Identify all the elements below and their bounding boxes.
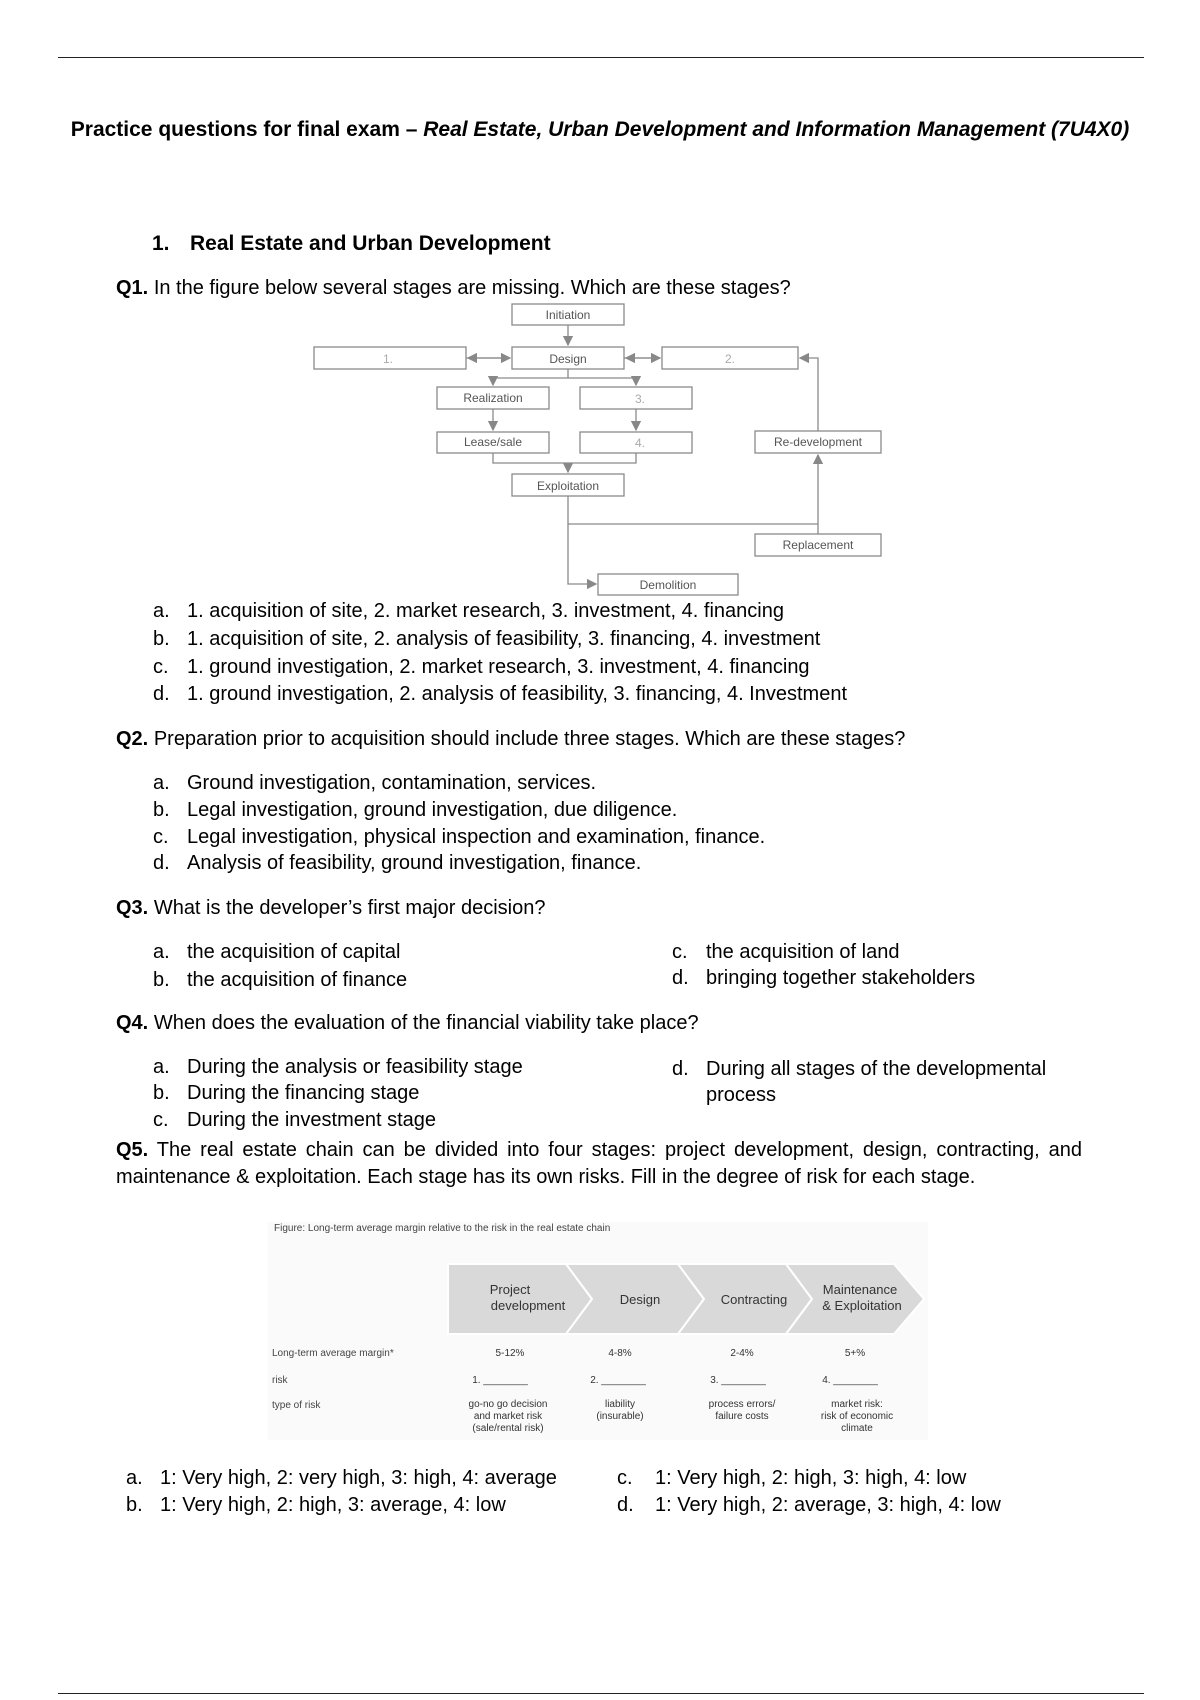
risk-blank-1: 1. ________: [472, 1375, 528, 1386]
option-text: 1. acquisition of site, 2. market research, 3. investment, 4. financing: [187, 600, 784, 622]
label-slot1: 1.: [382, 352, 394, 366]
option-text: 1. ground investigation, 2. analysis of feasibility, 3. financing, 4. Investment: [187, 683, 847, 705]
label-replacement: Replacement: [782, 538, 854, 552]
option-text: Legal investigation, ground investigation, due diligence.: [187, 799, 678, 821]
option-letter: d.: [672, 967, 689, 989]
q3-label: Q3.: [116, 897, 149, 919]
q2-text: Preparation prior to acquisition should include three stages. Which are these stages?: [153, 728, 906, 750]
label-slot3: 3.: [634, 392, 646, 406]
option-text: 1: Very high, 2: average, 3: high, 4: low: [655, 1494, 1001, 1516]
q5-option-a[interactable]: [126, 1467, 557, 1490]
q4-text: When does the evaluation of the financial viability take place?: [153, 1012, 699, 1034]
label-lease-sale: Lease/sale: [463, 435, 523, 449]
option-text: 1: Very high, 2: high, 3: high, 4: low: [655, 1467, 967, 1489]
risk-type-4-l2: risk of economic: [820, 1411, 894, 1422]
q1-text: In the figure below several stages are missing. Which are these stages?: [153, 277, 791, 299]
risk-type-3-l2: failure costs: [715, 1411, 769, 1422]
figure-caption: Figure: Long-term average margin relative to the risk in the real estate chain: [274, 1223, 611, 1234]
risk-blank-4: 4. ________: [822, 1375, 878, 1386]
option-text: During the analysis or feasibility stage: [187, 1056, 523, 1078]
risk-type-1-l3: (sale/rental risk): [472, 1423, 544, 1434]
label-design: Design: [549, 352, 587, 366]
risk-type-2-l2: (insurable): [596, 1411, 644, 1422]
stage-2-label: Design: [619, 1292, 661, 1307]
option-text: the acquisition of finance: [187, 969, 408, 991]
option-letter: d.: [617, 1494, 634, 1516]
option-text: the acquisition of land: [706, 941, 900, 963]
option-letter: a.: [153, 772, 170, 794]
option-letter: b.: [126, 1494, 143, 1516]
risk-type-3-l1: process errors/: [708, 1399, 776, 1410]
q5-text: The real estate chain can be divided into four stages: project development, design, contracting, and maintenance & exploitation. Each stage has its own risks. Fill in the degree of risk for each stage.: [116, 1139, 1082, 1188]
label-slot2: 2.: [724, 352, 736, 366]
q5-option-c[interactable]: [617, 1467, 966, 1490]
option-text: Analysis of feasibility, ground investigation, finance.: [187, 852, 642, 874]
stage-1-line2: development: [490, 1298, 566, 1313]
label-exploitation: Exploitation: [536, 479, 600, 493]
stage-4-line2: & Exploitation: [822, 1298, 902, 1313]
option-letter: b.: [153, 799, 170, 821]
risk-type-4-l3: climate: [841, 1423, 873, 1434]
label-redevelopment: Re-development: [773, 435, 863, 449]
option-letter: d.: [153, 852, 170, 874]
bottom-rule: [58, 1693, 1144, 1694]
stage-1-line1: Project: [489, 1282, 531, 1297]
row-label-risk: risk: [272, 1375, 288, 1386]
section-number: 1.: [152, 232, 170, 255]
option-text: 1: Very high, 2: high, 3: average, 4: low: [160, 1494, 506, 1516]
margin-1: 5-12%: [495, 1348, 525, 1359]
option-letter: b.: [153, 1082, 170, 1104]
label-realization: Realization: [463, 391, 523, 405]
q1-label: Q1.: [116, 277, 149, 299]
q2-label: Q2.: [116, 728, 149, 750]
margin-2: 4-8%: [608, 1348, 632, 1359]
option-text: Ground investigation, contamination, services.: [187, 772, 597, 794]
title-course: Real Estate, Urban Development and Information Management (7U4X0): [423, 118, 1130, 141]
margin-4: 5+%: [844, 1348, 866, 1359]
risk-type-4-l1: market risk:: [831, 1399, 883, 1410]
q4-label: Q4.: [116, 1012, 149, 1034]
label-demolition: Demolition: [639, 578, 697, 592]
option-letter: c.: [617, 1467, 633, 1489]
option-letter: a.: [126, 1467, 143, 1489]
risk-blank-3: 3. ________: [710, 1375, 766, 1386]
option-letter: a.: [153, 600, 170, 622]
q5-option-b[interactable]: [126, 1494, 506, 1517]
option-text-continued: process: [706, 1084, 777, 1106]
option-text: bringing together stakeholders: [706, 967, 976, 989]
section-title: Real Estate and Urban Development: [190, 232, 551, 255]
option-text: the acquisition of capital: [187, 941, 401, 963]
label-initiation: Initiation: [545, 308, 591, 322]
option-letter: c.: [153, 826, 169, 848]
risk-type-1-l2: and market risk: [473, 1411, 543, 1422]
option-letter: c.: [153, 1109, 169, 1131]
row-label-type: type of risk: [272, 1400, 321, 1411]
stage-4-line1: Maintenance: [822, 1282, 898, 1297]
option-text: During all stages of the developmental: [706, 1058, 1047, 1080]
risk-type-2-l1: liability: [604, 1399, 636, 1410]
option-text: 1. ground investigation, 2. market research, 3. investment, 4. financing: [187, 656, 810, 678]
risk-blank-2: 2. ________: [590, 1375, 646, 1386]
option-letter: b.: [153, 628, 170, 650]
q5-label: Q5.: [116, 1139, 149, 1161]
option-text: During the financing stage: [187, 1082, 420, 1104]
title-prefix: Practice questions for final exam –: [70, 118, 424, 141]
option-letter: c.: [672, 941, 688, 963]
option-letter: c.: [153, 656, 169, 678]
margin-3: 2-4%: [730, 1348, 754, 1359]
risk-type-1-l1: go-no go decision: [468, 1399, 548, 1410]
label-slot4: 4.: [634, 436, 646, 450]
option-letter: b.: [153, 969, 170, 991]
option-letter: d.: [672, 1058, 689, 1080]
option-letter: a.: [153, 1056, 170, 1078]
row-label-margin: Long-term average margin*: [272, 1348, 394, 1359]
option-text: 1. acquisition of site, 2. analysis of feasibility, 3. financing, 4. investment: [187, 628, 821, 650]
option-text: During the investment stage: [187, 1109, 437, 1131]
q3-text: What is the developer’s first major decision?: [153, 897, 546, 919]
option-letter: d.: [153, 683, 170, 705]
option-text: 1: Very high, 2: very high, 3: high, 4: average: [160, 1467, 557, 1489]
option-text: Legal investigation, physical inspection and examination, finance.: [187, 826, 766, 848]
stage-3-label: Contracting: [720, 1292, 788, 1307]
q5-option-d[interactable]: [617, 1494, 1001, 1517]
option-letter: a.: [153, 941, 170, 963]
